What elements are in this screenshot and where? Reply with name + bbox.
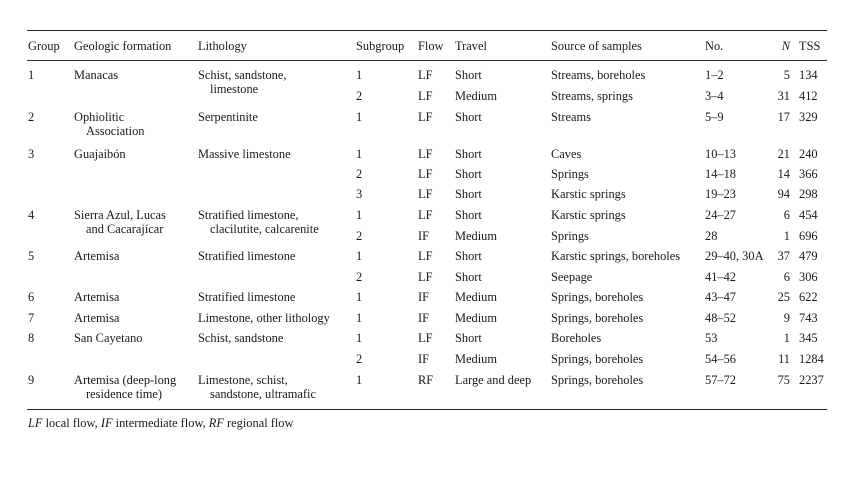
cell-n: 37 <box>777 249 790 263</box>
cell-lithology <box>198 208 319 236</box>
cell-sample-no: 48–52 <box>705 311 736 325</box>
cell-sample-no: 24–27 <box>705 208 736 222</box>
cell-travel: Medium <box>455 352 497 366</box>
cell-n: 1 <box>783 331 790 345</box>
cell-source: Springs, boreholes <box>551 373 644 387</box>
cell-flow: IF <box>418 229 430 243</box>
cell-sample-no: 10–13 <box>705 147 736 161</box>
footnote-rf-text: regional flow <box>223 416 294 430</box>
cell-travel: Short <box>455 167 482 181</box>
cell-group: 4 <box>28 208 35 222</box>
cell-travel: Short <box>455 68 482 82</box>
cell-travel: Short <box>455 208 482 222</box>
cell-flow: LF <box>418 110 433 124</box>
cell-formation <box>74 311 119 325</box>
cell-formation <box>74 147 126 161</box>
cell-lithology <box>198 311 330 325</box>
cell-tss: 743 <box>799 311 818 325</box>
table-top-rule <box>27 30 827 31</box>
header-formation: Geologic formation <box>74 39 172 53</box>
table-bottom-rule <box>27 409 827 410</box>
cell-lithology-line-2: sandstone, ultramafic <box>210 387 316 401</box>
cell-source: Caves <box>551 147 582 161</box>
cell-travel: Short <box>455 110 482 124</box>
cell-subgroup: 2 <box>356 167 363 181</box>
cell-lithology-line-1: Limestone, schist, <box>198 373 288 387</box>
cell-flow: LF <box>418 249 433 263</box>
cell-formation-line-1: Artemisa <box>74 249 120 263</box>
cell-flow: LF <box>418 147 433 161</box>
cell-flow: IF <box>418 290 430 304</box>
cell-n: 94 <box>777 187 790 201</box>
cell-lithology-line-2: clacilutite, calcarenite <box>210 222 319 236</box>
cell-travel: Large and deep <box>455 373 532 387</box>
cell-source: Springs, boreholes <box>551 352 644 366</box>
cell-formation-line-2: residence time) <box>86 387 163 401</box>
cell-group: 6 <box>28 290 35 304</box>
cell-flow: RF <box>418 373 434 387</box>
cell-flow: IF <box>418 311 430 325</box>
cell-source: Springs <box>551 167 589 181</box>
header-flow: Flow <box>418 39 444 53</box>
cell-flow: IF <box>418 352 430 366</box>
cell-lithology <box>198 147 291 161</box>
header-subgroup: Subgroup <box>356 39 405 53</box>
cell-tss: 622 <box>799 290 818 304</box>
cell-subgroup: 1 <box>356 208 363 222</box>
cell-lithology <box>198 249 295 263</box>
cell-subgroup: 1 <box>356 110 363 124</box>
cell-n: 11 <box>778 352 790 366</box>
cell-subgroup: 1 <box>356 290 363 304</box>
cell-sample-no: 29–40, 30A <box>705 249 764 263</box>
cell-n: 14 <box>777 167 790 181</box>
cell-group: 1 <box>28 68 35 82</box>
cell-tss: 345 <box>799 331 818 345</box>
header-tss: TSS <box>799 39 821 53</box>
cell-formation-line-2: and Cacarajícar <box>86 222 164 236</box>
cell-source: Boreholes <box>551 331 602 345</box>
cell-lithology-line-1: Limestone, other lithology <box>198 311 330 325</box>
cell-subgroup: 1 <box>356 311 363 325</box>
cell-source: Streams, boreholes <box>551 68 646 82</box>
cell-subgroup: 1 <box>356 373 363 387</box>
footnote-lf-text: local flow, <box>42 416 101 430</box>
cell-group: 5 <box>28 249 35 263</box>
cell-n: 75 <box>777 373 790 387</box>
cell-group: 8 <box>28 331 35 345</box>
cell-group: 3 <box>28 147 35 161</box>
cell-sample-no: 57–72 <box>705 373 736 387</box>
cell-sample-no: 43–47 <box>705 290 736 304</box>
cell-n: 31 <box>777 89 790 103</box>
cell-source: Springs <box>551 229 589 243</box>
cell-sample-no: 1–2 <box>705 68 724 82</box>
cell-formation-line-1: Guajaibón <box>74 147 126 161</box>
cell-sample-no: 28 <box>705 229 718 243</box>
cell-formation-line-1: Manacas <box>74 68 119 82</box>
footnote-lf-abbr: LF <box>28 416 43 430</box>
cell-tss: 366 <box>799 167 818 181</box>
cell-subgroup: 1 <box>356 68 363 82</box>
cell-travel: Short <box>455 147 482 161</box>
cell-sample-no: 5–9 <box>705 110 724 124</box>
cell-tss: 479 <box>799 249 818 263</box>
cell-tss: 134 <box>799 68 818 82</box>
cell-flow: LF <box>418 187 433 201</box>
cell-tss: 298 <box>799 187 818 201</box>
footnote-rf-abbr: RF <box>208 416 224 430</box>
cell-n: 21 <box>777 147 790 161</box>
cell-n: 17 <box>777 110 790 124</box>
cell-n: 1 <box>783 229 790 243</box>
footnote-if-abbr: IF <box>100 416 113 430</box>
footnote-if-text: intermediate flow, <box>112 416 209 430</box>
cell-formation-line-2: Association <box>86 124 145 138</box>
cell-n: 9 <box>783 311 790 325</box>
cell-flow: LF <box>418 270 433 284</box>
cell-tss: 306 <box>799 270 818 284</box>
cell-lithology <box>198 373 316 401</box>
cell-sample-no: 3–4 <box>705 89 724 103</box>
cell-sample-no: 41–42 <box>705 270 736 284</box>
cell-travel: Short <box>455 187 482 201</box>
cell-subgroup: 2 <box>356 270 363 284</box>
cell-formation-line-1: Ophiolitic <box>74 110 125 124</box>
cell-formation <box>74 68 118 82</box>
cell-lithology <box>198 110 258 124</box>
cell-formation-line-1: Artemisa <box>74 311 120 325</box>
cell-tss: 412 <box>799 89 818 103</box>
cell-source: Springs, boreholes <box>551 290 644 304</box>
cell-lithology <box>198 290 295 304</box>
cell-formation-line-1: Artemisa <box>74 290 120 304</box>
cell-source: Karstic springs <box>551 208 626 222</box>
cell-group: 2 <box>28 110 35 124</box>
cell-lithology <box>198 331 283 345</box>
table-footnote <box>28 416 293 431</box>
cell-formation-line-1: San Cayetano <box>74 331 143 345</box>
cell-formation-line-1: Artemisa (deep-long <box>74 373 177 387</box>
cell-formation <box>74 373 176 401</box>
cell-source: Seepage <box>551 270 593 284</box>
cell-lithology-line-1: Stratified limestone <box>198 249 296 263</box>
cell-formation <box>74 290 119 304</box>
cell-n: 5 <box>783 68 790 82</box>
cell-subgroup: 2 <box>356 352 363 366</box>
cell-source: Karstic springs, boreholes <box>551 249 681 263</box>
cell-n: 25 <box>777 290 790 304</box>
cell-sample-no: 54–56 <box>705 352 736 366</box>
cell-travel: Medium <box>455 229 497 243</box>
cell-tss: 2237 <box>799 373 824 387</box>
cell-formation <box>74 110 145 138</box>
cell-source: Springs, boreholes <box>551 311 644 325</box>
header-travel: Travel <box>455 39 487 53</box>
cell-subgroup: 2 <box>356 89 363 103</box>
cell-lithology-line-2: limestone <box>210 82 259 96</box>
cell-formation-line-1: Sierra Azul, Lucas <box>74 208 166 222</box>
cell-travel: Medium <box>455 311 497 325</box>
header-n: N <box>781 39 790 53</box>
cell-flow: LF <box>418 68 433 82</box>
cell-tss: 240 <box>799 147 818 161</box>
cell-tss: 329 <box>799 110 818 124</box>
cell-subgroup: 1 <box>356 331 363 345</box>
cell-source: Streams <box>551 110 591 124</box>
cell-sample-no: 14–18 <box>705 167 736 181</box>
cell-formation <box>74 249 119 263</box>
header-group: Group <box>28 39 60 53</box>
table-header-rule <box>27 60 827 61</box>
cell-lithology-line-1: Serpentinite <box>198 110 258 124</box>
cell-travel: Medium <box>455 89 497 103</box>
cell-formation <box>74 208 166 236</box>
cell-group: 7 <box>28 311 35 325</box>
cell-subgroup: 3 <box>356 187 363 201</box>
cell-subgroup: 1 <box>356 147 363 161</box>
header-source: Source of samples <box>551 39 642 53</box>
cell-subgroup: 1 <box>356 249 363 263</box>
cell-travel: Short <box>455 270 482 284</box>
cell-flow: LF <box>418 167 433 181</box>
cell-source: Karstic springs <box>551 187 626 201</box>
cell-flow: LF <box>418 331 433 345</box>
cell-travel: Medium <box>455 290 497 304</box>
cell-source: Streams, springs <box>551 89 633 103</box>
cell-travel: Short <box>455 249 482 263</box>
header-lithology: Lithology <box>198 39 247 53</box>
cell-lithology-line-1: Schist, sandstone, <box>198 68 287 82</box>
cell-group: 9 <box>28 373 35 387</box>
cell-n: 6 <box>783 270 790 284</box>
cell-lithology <box>198 68 286 96</box>
cell-flow: LF <box>418 89 433 103</box>
cell-tss: 696 <box>799 229 818 243</box>
cell-travel: Short <box>455 331 482 345</box>
cell-flow: LF <box>418 208 433 222</box>
cell-lithology-line-1: Schist, sandstone <box>198 331 284 345</box>
cell-formation <box>74 331 142 345</box>
cell-lithology-line-1: Stratified limestone <box>198 290 296 304</box>
cell-tss: 1284 <box>799 352 824 366</box>
cell-tss: 454 <box>799 208 818 222</box>
cell-sample-no: 19–23 <box>705 187 736 201</box>
cell-lithology-line-1: Massive limestone <box>198 147 291 161</box>
cell-sample-no: 53 <box>705 331 718 345</box>
header-no: No. <box>705 39 724 53</box>
cell-subgroup: 2 <box>356 229 363 243</box>
cell-n: 6 <box>783 208 790 222</box>
cell-lithology-line-1: Stratified limestone, <box>198 208 299 222</box>
